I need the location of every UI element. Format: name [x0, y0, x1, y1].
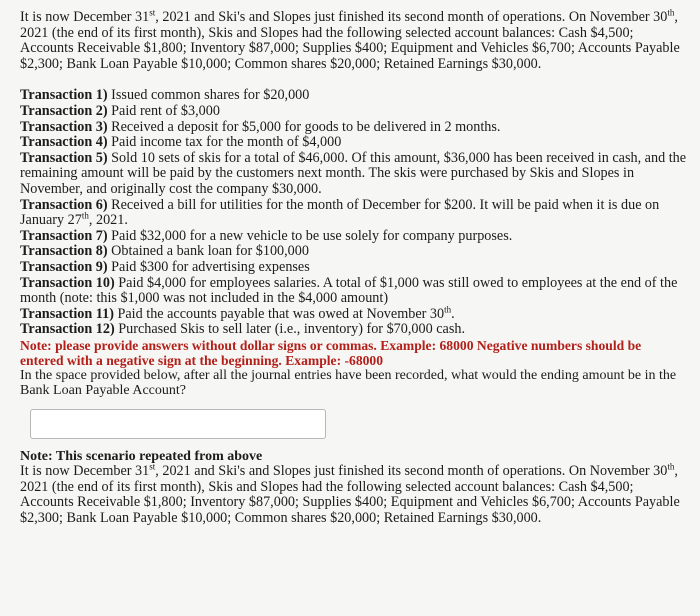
transaction-5: Transaction 5) Sold 10 sets of skis for a total of $46,000. Of this amount, $36,000 has been received in cash, and the remaining amount will be paid by the customers next month. The skis were purchased by Skis and Slopes in November, and originally cost the company $30,000. [20, 149, 687, 197]
transaction-2: Transaction 2) Paid rent of $3,000 [20, 102, 220, 119]
transaction-6: Transaction 6) Received a bill for utilities for the month of December for $200. It will be paid when it is due on January 27th, 2021. [20, 196, 660, 229]
intro-text-3: , 2021 (the end of its first month), Skis and Slopes had the following selected account balances: Cash $4,500; Accounts Receivable $1,800; Inventory $87,000; Supplies $400; Equipment and Vehicles $6,700; Accounts Payable $2,300; Bank Loan Payable $10,000; Common shares $20,000; Retained Earnings $30,000. [20, 9, 680, 72]
transaction-list [20, 88, 688, 338]
question-text: In the space provided below, after all the journal entries have been recorded, what would the ending amount be in the Bank Loan Payable Account? [20, 367, 677, 399]
intro-sup-1: st [149, 7, 156, 18]
intro-sup-2: th [667, 7, 675, 18]
transaction-8: Transaction 8) Obtained a bank loan for $100,000 [20, 243, 309, 260]
transaction-9: Transaction 9) Paid $300 for advertising expenses [20, 258, 310, 275]
transaction-11: Transaction 11) Paid the accounts payable that was owed at November 30th. [20, 303, 455, 322]
answer-input[interactable] [30, 409, 326, 439]
answer-format-note: Note: please provide answers without dollar signs or commas. Example: 68000 Negative numbers should be entered with a negative sign at the beginning. Example: -68000 [20, 337, 642, 368]
transaction-10: Transaction 10) Paid $4,000 for employees salaries. A total of $1,000 was still owed to employees at the end of the month (note: this $1,000 was not included in the $4,000 amount) [20, 274, 678, 307]
transaction-12: Transaction 12) Purchased Skis to sell later (i.e., inventory) for $70,000 cash. [20, 321, 465, 338]
transaction-3: Transaction 3) Received a deposit for $5,000 for goods to be delivered in 2 months. [20, 118, 501, 135]
transaction-1: Transaction 1) Issued common shares for $20,000 [20, 87, 310, 104]
repeat-paragraph: It is now December 31st, 2021 and Ski's and Slopes just finished its second month of operations. On November 30th, 2021 (the end of its first month), Skis and Slopes had the following selected account balances: Cash $4,500; Accounts Receivable $1,800; Inventory $87,000; Supplies $400; Equipment and Vehicles $6,700; Accounts Payable $2,300; Bank Loan Payable $10,000; Common shares $20,000; Retained Earnings $30,000. [20, 461, 680, 527]
transaction-4: Transaction 4) Paid income tax for the month of $4,000 [20, 134, 342, 151]
intro-paragraph [20, 7, 688, 72]
repeat-heading: Note: This scenario repeated from above [20, 448, 263, 464]
intro-text-2: , 2021 and Ski's and Slopes just finished its second month of operations. On November 30 [155, 9, 668, 25]
transaction-7: Transaction 7) Paid $32,000 for a new vehicle to be use solely for company purposes. [20, 227, 513, 244]
repeated-scenario [20, 449, 688, 527]
intro-text-1: It is now December 31 [20, 9, 150, 25]
